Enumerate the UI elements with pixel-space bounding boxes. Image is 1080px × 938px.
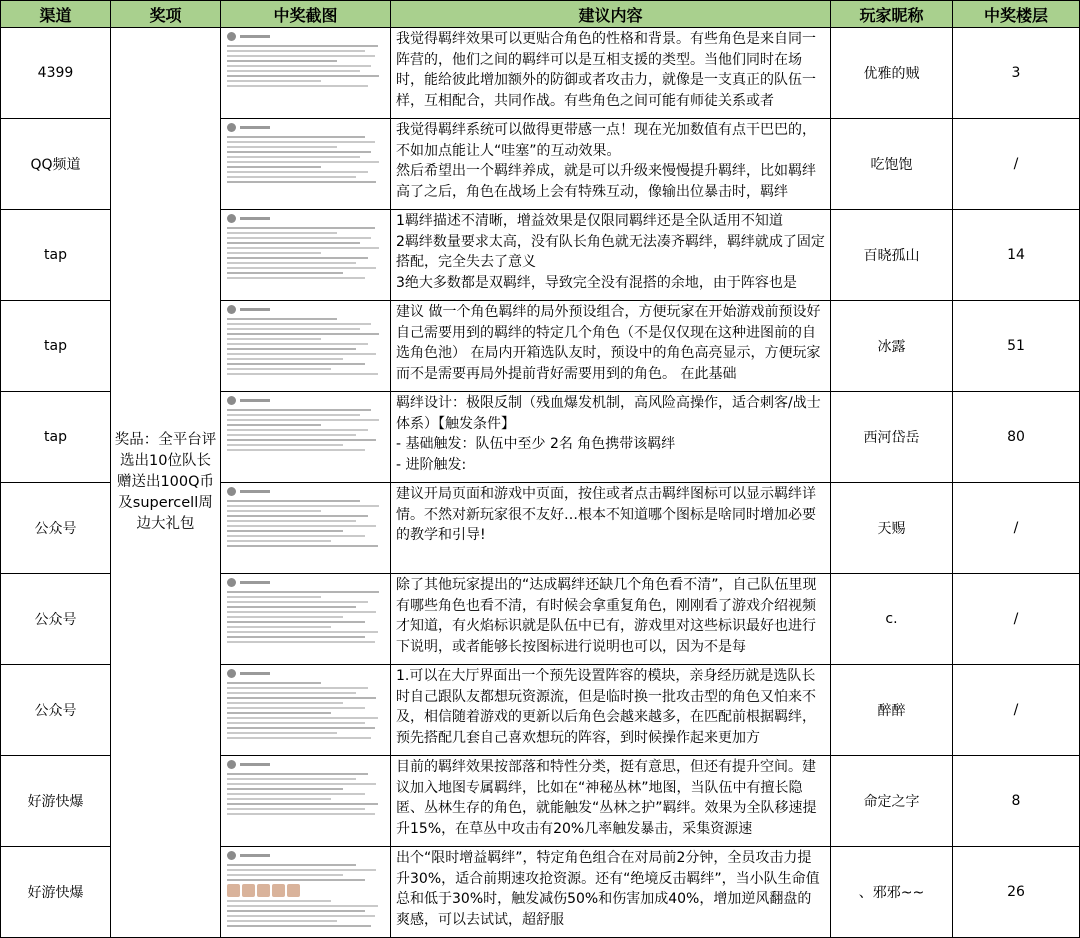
suggestion-text: 建议 做一个角色羁绊的局外预设组合，方便玩家在开始游戏前预设好自己需要用到的羁绊的特定几个角色（不是仅仅现在这种进图前的自选角色池） 在局内开箱选队友时，预设中的角色高亮显示，方便玩家而不是需要再局外提前背好需要用到的角色。 在此基础	[396, 304, 821, 382]
nickname-cell: 冰露	[831, 301, 953, 392]
suggestion-text: 羁绊设计：极限反制（残血爆发机制，高风险高操作，适合刺客/战士体系）【触发条件】 - 基础触发：队伍中至少 2名 角色携带该羁绊 - 进阶触发:	[396, 395, 821, 473]
screenshot-thumbnail	[227, 30, 384, 110]
floor-cell: /	[953, 119, 1080, 210]
suggestion-cell	[391, 301, 831, 392]
nickname-cell: 、邪邪~~	[831, 847, 953, 938]
header-prize: 奖项	[111, 1, 221, 28]
screenshot-cell	[221, 119, 391, 210]
nickname-cell: 优雅的贼	[831, 28, 953, 119]
suggestion-text: 出个“限时增益羁绊”，特定角色组合在对局前2分钟，全员攻击力提升30%，适合前期速攻抢资源。还有“绝境反击羁绊”，当小队生命值总和低于30%时，触发减伤50%和伤害加成40%，增加逆风翻盘的爽感，可以去试试，超舒服	[396, 850, 820, 928]
avatar	[227, 487, 236, 496]
screenshot-thumbnail	[227, 758, 384, 838]
suggestion-cell	[391, 392, 831, 483]
header-nickname: 玩家昵称	[831, 1, 953, 28]
header-row	[1, 1, 1080, 28]
screenshot-cell	[221, 756, 391, 847]
floor-cell: /	[953, 483, 1080, 574]
channel-cell: 公众号	[1, 665, 111, 756]
channel-cell: 公众号	[1, 483, 111, 574]
avatar	[227, 578, 236, 587]
avatar	[227, 305, 236, 314]
screenshot-cell	[221, 574, 391, 665]
header-channel: 渠道	[1, 1, 111, 28]
screenshot-cell	[221, 483, 391, 574]
suggestion-text: 目前的羁绊效果按部落和特性分类，挺有意思，但还有提升空间。建议加入地图专属羁绊，比如在“神秘丛林”地图，当队伍中有擅长隐匿、丛林生存的角色，就能触发“丛林之护”羁绊。效果为全队移速提升15%，在草丛中攻击有20%几率触发暴击，采集资源速	[396, 759, 817, 837]
suggestion-text: 1.可以在大厅界面出一个预先设置阵容的模块，亲身经历就是选队长时自己跟队友都想玩资源流，但是临时换一批攻击型的角色又怕来不及，相信随着游戏的更新以后角色会越来越多，在匹配前根据羁绊，预先搭配几套自己喜欢想玩的阵容，到时候操作起来更加方	[396, 668, 816, 746]
screenshot-thumbnail	[227, 485, 384, 565]
suggestion-text: 建议开局页面和游戏中页面，按住或者点击羁绊图标可以显示羁绊详情。不然对新玩家很不友好…根本不知道哪个图标是啥同时增加必要的教学和引导!	[396, 486, 816, 543]
suggestion-text: 1羁绊描述不清晰，增益效果是仅限同羁绊还是全队适用不知道 2羁绊数量要求太高，没有队长角色就无法凑齐羁绊，羁绊就成了固定搭配，完全失去了意义 3绝大多数都是双羁绊，导致完全没有混搭的余地，由于阵容也是	[396, 213, 825, 291]
channel-cell: tap	[1, 392, 111, 483]
suggestion-text: 我觉得羁绊效果可以更贴合角色的性格和背景。有些角色是来自同一阵营的，他们之间的羁绊可以是互相支援的类型。当他们同时在场时，能给彼此增加额外的防御或者攻击力，就像是一支真正的队伍一样，互相配合，共同作战。有些角色之间可能有师徒关系或者	[396, 31, 816, 109]
suggestion-cell	[391, 574, 831, 665]
screenshot-cell	[221, 392, 391, 483]
screenshot-cell	[221, 665, 391, 756]
suggestion-cell	[391, 665, 831, 756]
floor-cell: 3	[953, 28, 1080, 119]
avatar	[227, 396, 236, 405]
suggestion-cell	[391, 119, 831, 210]
avatar	[227, 123, 236, 132]
channel-cell: 4399	[1, 28, 111, 119]
table-row	[1, 28, 1080, 119]
floor-cell: 8	[953, 756, 1080, 847]
screenshot-cell	[221, 847, 391, 938]
screenshot-cell	[221, 210, 391, 301]
screenshot-thumbnail	[227, 849, 384, 929]
nickname-cell: 醉醉	[831, 665, 953, 756]
floor-cell: /	[953, 574, 1080, 665]
floor-cell: 14	[953, 210, 1080, 301]
floor-cell: /	[953, 665, 1080, 756]
suggestion-cell	[391, 847, 831, 938]
nickname-cell: c.	[831, 574, 953, 665]
nickname-cell: 吃饱饱	[831, 119, 953, 210]
screenshot-thumbnail	[227, 394, 384, 474]
screenshot-thumbnail	[227, 212, 384, 292]
channel-cell: tap	[1, 210, 111, 301]
floor-cell: 51	[953, 301, 1080, 392]
floor-cell: 80	[953, 392, 1080, 483]
suggestion-cell	[391, 756, 831, 847]
nickname-cell: 天赐	[831, 483, 953, 574]
screenshot-cell	[221, 28, 391, 119]
avatar	[227, 851, 236, 860]
channel-cell: 好游快爆	[1, 756, 111, 847]
screenshot-thumbnail	[227, 667, 384, 747]
suggestion-cell	[391, 28, 831, 119]
suggestion-text: 除了其他玩家提出的“达成羁绊还缺几个角色看不清”，自己队伍里现有哪些角色也看不清，有时候会拿重复角色，刚刚看了游戏介绍视频才知道，有火焰标识就是队伍中已有，游戏里对这些标识最好也进行下说明，或者能够长按图标进行说明也可以，因为不是每	[396, 577, 817, 655]
prize-cell: 奖品：全平台评选出10位队长赠送出100Q币及supercell周边大礼包	[111, 28, 221, 938]
suggestion-text: 我觉得羁绊系统可以做得更带感一点！现在光加数值有点干巴巴的，不如加点能让人“哇塞”的互动效果。 然后希望出一个羁绊养成，就是可以升级来慢慢提升羁绊，比如羁绊高了之后，角色在战场上会有特殊互动，像输出位暴击时，羁绊	[396, 122, 816, 200]
avatar	[227, 214, 236, 223]
screenshot-cell	[221, 301, 391, 392]
floor-cell: 26	[953, 847, 1080, 938]
suggestion-cell	[391, 483, 831, 574]
screenshot-thumbnail	[227, 303, 384, 383]
screenshot-thumbnail	[227, 576, 384, 656]
avatar	[227, 669, 236, 678]
suggestion-cell	[391, 210, 831, 301]
header-floor: 中奖楼层	[953, 1, 1080, 28]
nickname-cell: 西河岱岳	[831, 392, 953, 483]
header-screenshot: 中奖截图	[221, 1, 391, 28]
screenshot-thumbnail	[227, 121, 384, 201]
avatar	[227, 760, 236, 769]
channel-cell: tap	[1, 301, 111, 392]
header-suggestion: 建议内容	[391, 1, 831, 28]
avatar	[227, 32, 236, 41]
channel-cell: 好游快爆	[1, 847, 111, 938]
nickname-cell: 命定之字	[831, 756, 953, 847]
channel-cell: 公众号	[1, 574, 111, 665]
nickname-cell: 百晓孤山	[831, 210, 953, 301]
channel-cell: QQ频道	[1, 119, 111, 210]
